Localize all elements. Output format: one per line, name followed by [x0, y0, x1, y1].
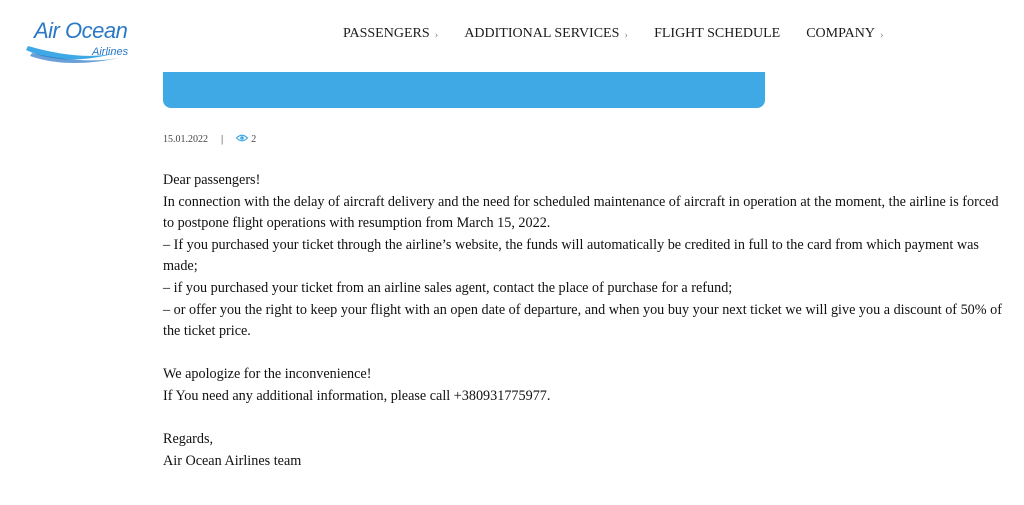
nav-flight-schedule[interactable] — [654, 26, 780, 42]
article-body — [163, 170, 1003, 472]
logo[interactable] — [24, 16, 144, 64]
article-bullet-agent: – if you purchased your ticket from an airline sales agent, contact the place of purchase for a refund; — [163, 279, 733, 296]
nav-flight-schedule-label: FLIGHT SCHEDULE — [654, 26, 781, 41]
article-regards: Regards, — [163, 431, 214, 448]
meta-separator: | — [221, 133, 224, 145]
nav-passengers[interactable] — [343, 26, 438, 42]
chevron-right-icon: › — [434, 29, 439, 41]
article-bullet-website: – If you purchased your ticket through the airline’s website, the funds will automatically be credited in full to the card from which payment was made; — [163, 236, 979, 275]
post-date: 15.01.2022 — [163, 133, 208, 145]
nav-company[interactable] — [806, 26, 883, 42]
spacer — [163, 343, 1003, 365]
article-bullet-open-date: – or offer you the right to keep your flight with an open date of departure, and when you buy your next ticket we will give you a discount of 50% of the ticket price. — [163, 301, 1002, 340]
eye-icon — [236, 134, 248, 145]
chevron-right-icon: › — [624, 29, 629, 41]
article-paragraph: In connection with the delay of aircraft delivery and the need for scheduled maintenance of aircraft in operation at the moment, the airline is forced to postpone flight operations with resumption from March 15, 2022. — [163, 193, 999, 232]
spacer — [163, 408, 1003, 430]
logo-text: Air Ocean — [34, 18, 128, 43]
article-contact: If You need any additional information, please call +380931775977. — [163, 387, 551, 404]
nav-additional-services[interactable] — [464, 26, 628, 42]
article-apology: We apologize for the inconvenience! — [163, 366, 372, 383]
site-header — [0, 0, 1024, 76]
main-nav — [343, 26, 884, 42]
article-greeting: Dear passengers! — [163, 172, 261, 188]
logo-subtext: Airlines — [92, 46, 129, 58]
post-meta — [163, 133, 256, 145]
nav-additional-services-label: ADDITIONAL SERVICES — [464, 26, 620, 41]
view-count: 2 — [251, 133, 257, 145]
news-banner — [163, 72, 765, 108]
nav-passengers-label: PASSENGERS — [343, 26, 430, 41]
chevron-right-icon: › — [879, 29, 884, 41]
nav-company-label: COMPANY — [806, 26, 875, 41]
article-signature: Air Ocean Airlines team — [163, 452, 302, 469]
